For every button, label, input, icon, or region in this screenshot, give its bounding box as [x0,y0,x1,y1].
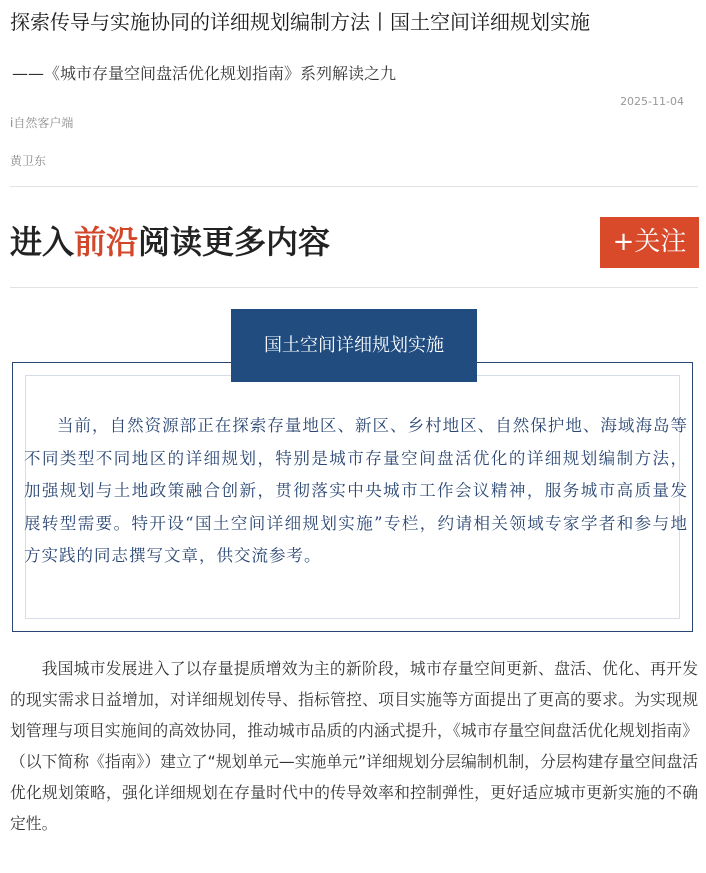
article-subtitle: ——《城市存量空间盘活优化规划指南》系列解读之九 [12,64,397,83]
follow-button[interactable]: +关注 [600,217,699,268]
body-paragraph: 我国城市发展进入了以存量提质增效为主的新阶段，城市存量空间更新、盘活、优化、再开发的现实需求日益增加，对详细规划传导、指标管控、项目实施等方面提出了更高的要求。为实现规划管理与项目实施间的高效协同，推动城市品质的内涵式提升，《城市存量空间盘活优化规划指南》（以下简称《指南》）建立了“规划单元—实施单元”详细规划分层编制机制，分层构建存量空间盘活优化规划策略，强化详细规划在存量时代中的传导效率和控制弹性，更好适应城市更新实施的不确定性。 [10,659,698,833]
publish-date: 2025-11-04 [620,95,684,108]
column-header: 国土空间详细规划实施 [231,309,477,382]
article-title: 探索传导与实施协同的详细规划编制方法丨国土空间详细规划实施 [10,10,590,34]
promo-text-highlight: 前沿 [74,223,139,261]
article-author: 黄卫东 [10,154,47,168]
promo-divider [10,287,698,288]
promo-text-before: 进入 [10,223,75,261]
header-divider [10,186,698,187]
article-source[interactable]: i自然客户端 [10,116,74,130]
promo-banner[interactable] [10,220,330,264]
column-intro-text: 当前，自然资源部正在探索存量地区、新区、乡村地区、自然保护地、海域海岛等不同类型不同地区的详细规划，特别是城市存量空间盘活优化的详细规划编制方法，加强规划与土地政策融合创新，贯彻落实中央城市工作会议精神，服务城市高质量发展转型需要。特开设“国土空间详细规划实施”专栏，约请相关领域专家学者和参与地方实践的同志撰写文章，供交流参考。 [24,416,688,565]
promo-text-after: 阅读更多内容 [138,223,331,261]
